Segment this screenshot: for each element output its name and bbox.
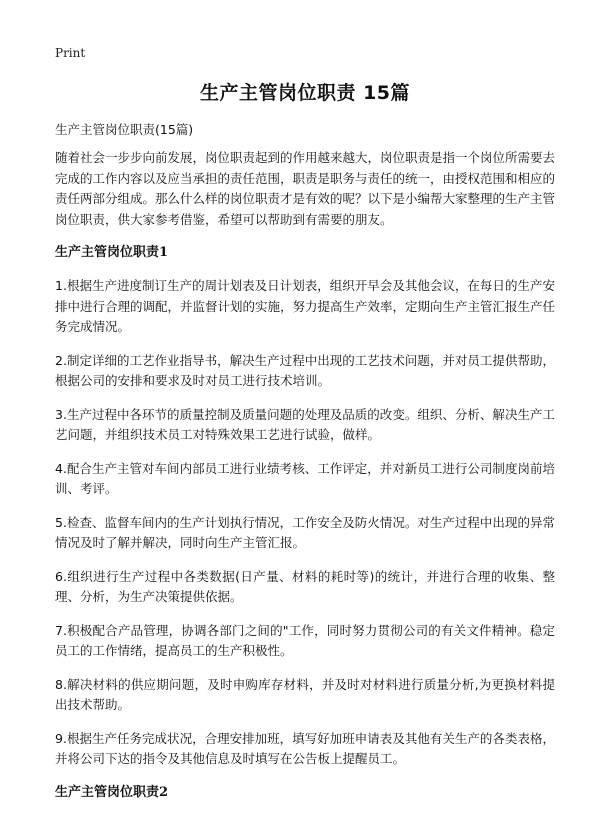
document-subtitle: 生产主管岗位职责(15篇) — [55, 122, 194, 137]
duty-item-6: 6.组织进行生产过程中各类数据(日产量、材料的耗时等)的统计，并进行合理的收集、整理、分析，为生产决策提供依据。 — [55, 568, 555, 604]
duty-item-9: 9.根据生产任务完成状况，合理安排加班，填写好加班申请表及其他有关生产的各类表格，并将公司下达的指令及其他信息及时填写在公告板上提醒员工。 — [55, 730, 555, 766]
duty-item-8: 8.解决材料的供应期问题，及时申购库存材料，并及时对材料进行质量分析,为更换材料提出技术帮助。 — [55, 676, 555, 712]
section-heading-2: 生产主管岗位职责2 — [55, 784, 169, 800]
print-label: Print — [55, 46, 86, 60]
duty-item-2: 2.制定详细的工艺作业指导书，解决生产过程中出现的工艺技术问题，并对员工提供帮助，根据公司的安排和要求及时对员工进行技术培训。 — [55, 352, 555, 388]
document-title: 生产主管岗位职责 15篇 — [199, 82, 411, 104]
duty-item-7: 7.积极配合产品管理，协调各部门之间的"工作，同时努力贯彻公司的有关文件精神。稳定员工的工作情绪，提高员工的生产积极性。 — [55, 622, 555, 658]
duty-item-5: 5.检查、监督车间内的生产计划执行情况，工作安全及防火情况。对生产过程中出现的异常情况及时了解并解决，同时向生产主管汇报。 — [55, 514, 555, 550]
document-body — [55, 148, 555, 816]
duty-item-4: 4.配合生产主管对车间内部员工进行业绩考核、工作评定，并对新员工进行公司制度岗前培训、考评。 — [55, 460, 555, 496]
duty-item-3: 3.生产过程中各环节的质量控制及质量问题的处理及品质的改变。组织、分析、解决生产工艺问题，并组织技术员工对特殊效果工艺进行试验，做样。 — [55, 406, 555, 442]
intro-paragraph: 随着社会一步步向前发展，岗位职责起到的作用越来越大，岗位职责是指一个岗位所需要去完成的工作内容以及应当承担的责任范围，职责是职务与责任的统一，由授权范围和相应的责任两部分组成。那么什么样的岗位职责才是有效的呢？以下是小编帮大家整理的生产主管岗位职责，供大家参考借鉴，希望可以帮助到有需要的朋友。 — [55, 150, 556, 227]
duty-item-1: 1.根据生产进度制订生产的周计划表及日计划表，组织开早会及其他会议，在每日的生产安排中进行合理的调配，并监督计划的实施，努力提高生产效率，定期向生产主管汇报生产任务完成情况。 — [55, 278, 556, 334]
section-heading-1: 生产主管岗位职责1 — [55, 245, 169, 260]
